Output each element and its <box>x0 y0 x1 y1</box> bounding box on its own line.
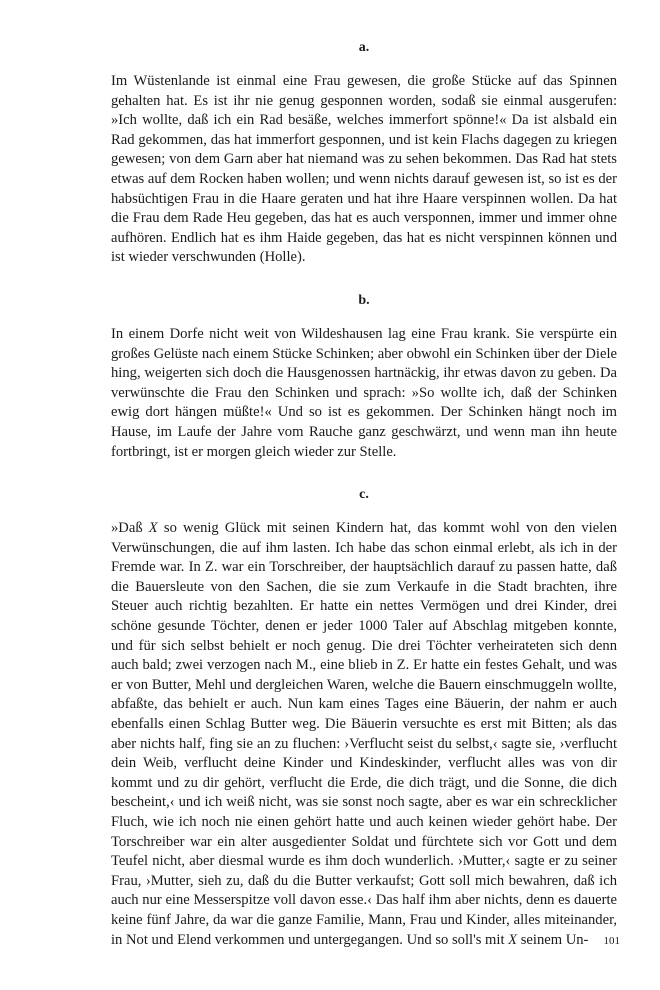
text-run: »Daß <box>111 520 149 537</box>
section-heading-a: a. <box>358 40 370 55</box>
section-body-a: Im Wüstenlande ist einmal eine Frau gewesen, die große Stücke auf das Spinnen gehalten hat. Es ist ihr nie genug gesponnen worden, sodaß sie einmal ausgerufen: »Ich wollte, daß ich ein Rad besäße, welches immerfort spönne!« Da ist alsbald ein Rad gekommen, das hat immerfort gesponnen, und ist kein Flachs dagegen zu kriegen gewesen; von dem Garn aber hat niemand was zu sehen bekommen. Das Rad hat stets etwas auf dem Rocken haben wollen; und wenn nichts darauf gewesen ist, so ist es der habsüchtigen Frau in die Haare geraten und hat ihre Haare verspinnen wollen. Da hat die Frau dem Rade Heu gegeben, das hat es auch versponnen, immer und immer ohne aufhören. Endlich hat es ihm Haide gegeben, das hat es nicht verspinnen können und ist wieder verschwunden (Holle). <box>111 73 617 266</box>
page-number: 101 <box>603 935 620 947</box>
section-heading-c: c. <box>359 487 369 503</box>
section-body-b: In einem Dorfe nicht weit von Wildeshausen lag eine Frau krank. Sie verspürte ein großes Gelüste nach einem Stücke Schinken; aber obwohl ein Schinken über der Diele hing, weigerten sich doch die Hausgenossen hartnäckig, ihr etwas davon zu geben. Da verwünschte die Frau den Schinken und sprach: »So wollte ich, daß der Schinken ewig dort hängen müßte!« Und so ist es gekommen. Der Schinken hängt noch im Hause, im Laufe der Jahre vom Rauche ganz geschwärzt, und wenn man ihn heute fortbringt, ist er morgen gleich wieder zur Stelle. <box>111 325 617 460</box>
page-content <box>111 38 617 950</box>
text-run: seinem Un- <box>517 931 589 948</box>
italic-variable: X <box>148 520 158 537</box>
italic-variable: X <box>508 931 518 948</box>
text-run: so wenig Glück mit seinen Kindern hat, das kommt wohl von den vielen Verwünschungen, die auf ihm lasten. Ich habe das schon einmal erlebt, als ich in der Fremde war. In Z. war ein Torschreiber, der hauptsächlich darauf zu passen hatte, daß die Bauersleute von den Sachen, die sie zum Verkaufe in die Stadt brachten, ihre Steuer auch richtig bezahlten. Er hatte ein nettes Vermögen und drei Kinder, drei schöne gesunde Töchter, denen er jeder 1000 Taler auf Abschlag mitgeben konnte, und für sich selbst behielt er noch genug. Die drei Töchter verheirateten sich denn auch bald; zwei verzogen nach M., eine blieb in Z. Er hatte ein festes Gehalt, und was er von Butter, Mehl und dergleichen Waren, welche die Bauern einschmuggeln wollte, abfaßte, das behielt er auch. Nun kam eines Tages eine Bäuerin, der nahm er auch ebenfalls einen Schlag Butter weg. Die Bäuerin versuchte es erst mit Bitten; als das aber nichts half, fing sie an zu fluchen: ›Verflucht seist du selbst,‹ sagte sie, ›verflucht dein Weib, verflucht deine Kinder und Kindeskinder, verflucht alles was von dir kommt und zu dir gehört, verflucht die Erde, die dich trägt, und die Sonne, die dich bescheint,‹ und ich weiß nicht, was sie sonst noch sagte, aber es war ein schrecklicher Fluch, wie ich noch nie einen gehört hatte und auch keinen wieder gehört habe. Der Torschreiber war ein alter ausgedienter Soldat und fürchtete sich vor Gott und dem Teufel nicht, aber diesmal wurde es ihm doch wunderlich. ›Mutter,‹ sagte er zu seiner Frau, ›Mutter, sieh zu, daß du die Butter verkaufst; Gott soll mich bewahren, daß ich auch nur eine Messerspitze voll davon esse.‹ Das half ihm aber nichts, denn es dauerte keine fünf Jahre, da war die ganze Familie, Mann, Frau und Kinder, alles miteinander, in Not und Elend verkommen und untergegangen. Und so soll's mit <box>111 520 618 948</box>
section-body-c <box>111 519 617 950</box>
section-heading-b: b. <box>358 292 370 308</box>
